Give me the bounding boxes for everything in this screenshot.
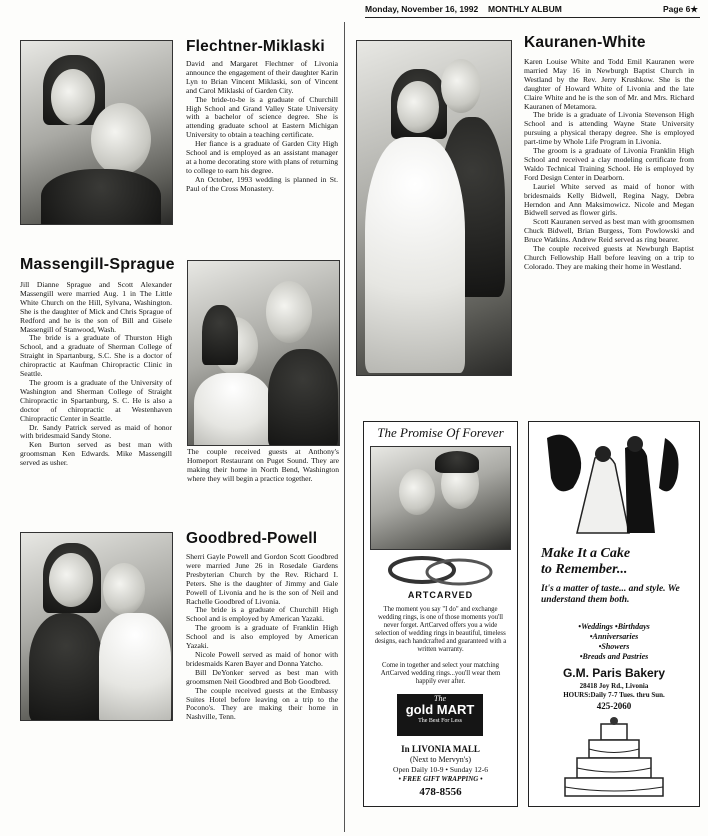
flechtner-heading: Flechtner-Miklaski	[186, 38, 325, 55]
artcarved-ad	[363, 421, 518, 807]
headline-line-2: to Remember...	[541, 562, 628, 577]
paragraph: Ken Burton served as best man with groomsman Ken Edwards. Mike Massengill served as usher.	[20, 440, 172, 468]
bakery-phone: 425-2060	[596, 701, 632, 711]
paragraph: Sherri Gayle Powell and Gordon Scott Goodbred were married June 26 in Rosedale Gardens Presbyterian Church by the Rev. Richard I. Peters. She is the daughter of Jimmy and Gale Powell of Livonia and he is the son of Neil and Rachelle Goodbred of Livonia.	[186, 552, 338, 606]
paragraph: The couple received guests at Anthony's Homeport Restaurant on Puget Sound. They are making their home in North Bend, Washington where they will begin a practice together.	[187, 447, 339, 483]
paragraph: An October, 1993 wedding is planned in St. Paul of the Cross Monastery.	[186, 174, 338, 193]
service-item: •Anniversaries	[589, 632, 639, 641]
gift-line: • FREE GIFT WRAPPING •	[398, 775, 483, 783]
artcarved-logo: ARTCARVED	[407, 590, 474, 600]
goodbred-photo	[20, 532, 173, 721]
page-masthead	[365, 4, 700, 18]
paragraph: Dr. Sandy Patrick served as maid of honor with bridesmaid Sandy Stone.	[20, 422, 172, 441]
paragraph: Lauriel White served as maid of honor with bridesmaids Kelly Bidwell, Regina Nagy, Debra Herndon and Ann Maksimowicz. Nicole and Megan Bidwell served as flower girls.	[524, 181, 694, 218]
paragraph: The groom is a graduate of Livonia Franklin High School and received a clay modeling certificate from Waldo Technical Training School. He is employed by Ford Design Center in Dearborn.	[524, 146, 694, 182]
next-to-line: (Next to Mervyn's)	[410, 755, 471, 764]
goodbred-article	[186, 553, 338, 722]
service-item: •Weddings •Birthdays	[578, 622, 650, 631]
service-item: •Breads and Pastries	[579, 652, 649, 661]
wedding-cake-illustration	[559, 716, 669, 800]
kauranen-photo	[356, 40, 512, 376]
bakery-name: G.M. Paris Bakery	[562, 666, 666, 680]
gold-mart-logo	[397, 694, 483, 736]
rings-graphic	[374, 550, 507, 590]
paragraph: The bride is a graduate of Churchill High School and is employed by American Yazaki.	[186, 605, 338, 624]
logo-the: The	[434, 694, 446, 703]
paragraph: The groom is a graduate of Franklin High School and is also employed by American Yazaki.	[186, 623, 338, 651]
goodbred-heading: Goodbred-Powell	[186, 530, 318, 547]
paragraph: Nicole Powell served as maid of honor with bridesmaids Karen Bayer and Donna Yatcho.	[186, 649, 338, 668]
ad-invite: Come in together and select your matching ArtCarved wedding rings...you'll wear them happily ever after.	[380, 662, 501, 685]
paragraph: Scott Kauranen served as best man with groomsmen Chuck Bidwell, Brian Burgess, Tom Powlowski and Bruce Watkins. Andrew Reid served as ring bearer.	[524, 217, 694, 245]
massengill-heading: Massengill-Sprague	[20, 256, 175, 273]
flechtner-article	[186, 60, 338, 194]
services-list	[529, 622, 699, 662]
paragraph: The couple received guests at Newburgh Baptist Church Fellowship Hall before leaving on a trip to Colorado. They are making their home in Westland.	[524, 244, 694, 271]
flechtner-photo	[20, 40, 173, 225]
paragraph: The couple received guests at the Embassy Suites Hotel before leaving on a trip to the Pocono's. They are making their home in Nashville, Tenn.	[186, 685, 338, 722]
couple-dancing-illustration	[537, 428, 689, 538]
bakery-hours: HOURS:Daily 7-7 Tues. thru Sun.	[563, 691, 665, 699]
bakery-address: 28418 Joy Rd., Livonia	[579, 682, 649, 690]
paragraph: Jill Dianne Sprague and Scott Alexander Massengill were married Aug. 1 in The Little White Church on the Hill, Sylvana, Washington. She is the daughter of Mick and Chris Sprague of Redford and he is the son of Bill and Gisele Massengill of Stanwood, Wash.	[20, 280, 172, 334]
massengill-article	[20, 281, 172, 468]
ad-body: The moment you say "I do" and exchange wedding rings, is one of those moments you'll never forget. ArtCarved offers you a wide selection of wedding rings in beautiful, timeless designs, each handcrafted and guaranteed with a written warranty.	[374, 606, 507, 653]
paragraph: The bride is a graduate of Thurston High School, and a graduate of Sherman College of Straight in Spartanburg, S.C. She is a doctor of chiropractic at Kaufman Chiropractic Clinic in Seattle.	[20, 333, 172, 379]
masthead-date: Monday, November 16, 1992	[365, 4, 479, 14]
ad-title: The Promise Of Forever	[377, 425, 504, 440]
mall-line: In LIVONIA MALL	[401, 744, 480, 754]
bakery-ad	[528, 421, 700, 807]
paragraph: Her fiance is a graduate of Garden City High School and is employed as an assistant manager at a home decorating store with plans of returning to college to earn his degree.	[186, 139, 338, 175]
bakery-headline	[541, 546, 689, 578]
bakery-tagline: It's a matter of taste... and style. We understand them both.	[541, 584, 680, 605]
logo-tagline: The Best For Less	[418, 718, 462, 724]
massengill-continued	[187, 448, 339, 484]
kauranen-article	[524, 58, 694, 272]
column-divider	[344, 22, 345, 832]
logo-name: gold MART	[405, 702, 475, 717]
paragraph: Karen Louise White and Todd Emil Kauranen were married May 16 in Newburgh Baptist Church in Westland by the Rev. Jerry Krushkow. She is the daughter of Howard White of Livonia and the late Claire White and he is the son of Mr. and Mrs. Richard Kauranen of Metamora.	[524, 57, 694, 111]
paragraph: David and Margaret Flechtner of Livonia announce the engagement of their daughter Karin Lyn to Brian Vincent Miklaski, son of Vincent and Carol Miklaski of Garden City.	[186, 59, 338, 95]
phone-line: 478-8556	[419, 786, 462, 798]
massengill-photo	[187, 260, 340, 446]
masthead-page-number: Page 6★	[662, 4, 698, 14]
couple-photo	[370, 446, 511, 550]
service-item: •Showers	[598, 642, 630, 651]
paragraph: The bride is a graduate of Livonia Stevenson High School and is attending Wayne State University pursuing a physical therapy degree. She is employed part-time by Whole Life Program in Livonia.	[524, 110, 694, 147]
paragraph: The groom is a graduate of the University of Washington and Sherman College of Straight Chiropractic in Spartanburg, S. C. He is also a doctor of chiropractic at Westenhaven Chiropractic Center in Seattle.	[20, 377, 172, 423]
masthead-section: MONTHLY ALBUM	[488, 4, 562, 14]
paragraph: Bill DeYonker served as best man with groomsmen Neil Goodbred and Bob Goodbred.	[186, 667, 338, 686]
kauranen-heading: Kauranen-White	[524, 34, 646, 51]
headline-line-1: Make It a Cake	[541, 546, 631, 561]
paragraph: The bride-to-be is a graduate of Churchill High School and Grand Valley State University with a bachelor of science degree. She is attending graduate school at Eastern Michigan University to obtain a teaching certificate.	[186, 94, 338, 140]
hours-line: Open Daily 10-9 • Sunday 12-6	[393, 765, 488, 774]
